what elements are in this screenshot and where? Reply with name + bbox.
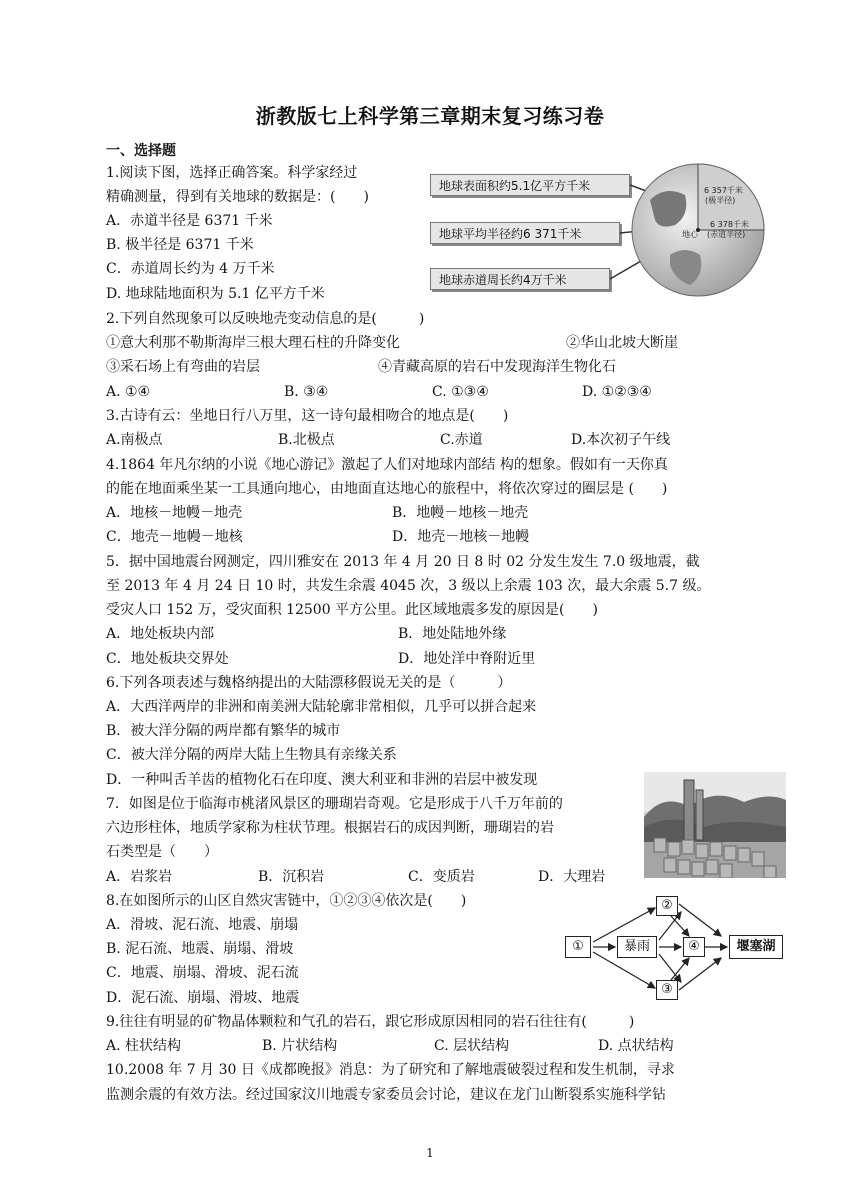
question-3-option-d: D.本次初子午线 [571, 432, 671, 448]
question-2-item-4: ④青藏高原的岩石中发现海洋生物化石 [378, 359, 616, 375]
question-7-line-3: 石类型是（ ） [106, 844, 218, 860]
equatorial-radius-label: 6 378千米 [710, 220, 749, 229]
question-8-option-d: D．泥石流、崩塌、滑坡、地震 [106, 990, 300, 1006]
question-5-line-2: 至 2013 年 4 月 24 日 10 时，共发生余震 4045 次，3 级以上余震 103 次，最大余震 5.7 级。 [106, 578, 711, 594]
question-8-option-a: A．滑坡、泥石流、地震、崩塌 [106, 917, 299, 933]
section-heading: 一、选择题 [106, 143, 176, 159]
question-8-stem: 8.在如图所示的山区自然灾害链中，①②③④依次是( ) [106, 893, 467, 909]
page-number: 1 [426, 1146, 434, 1160]
question-7-option-c: C．变质岩 [408, 869, 475, 885]
callout-mean-radius: 地球平均半径约6 371千米 [430, 222, 620, 244]
question-6-stem: 6.下列各项表述与魏格纳提出的大陆漂移假说无关的是（ ） [106, 675, 512, 691]
polar-radius-label: 6 357千米 [704, 186, 743, 195]
polar-radius-caption: (极半径) [705, 196, 736, 205]
question-9-option-d: D. 点状结构 [598, 1038, 674, 1054]
chain-node-1: ① [565, 936, 591, 958]
question-2-item-1: ①意大利那不勒斯海岸三根大理石柱的升降变化 [106, 335, 400, 351]
question-4-option-c: C．地壳－地幔－地核 [106, 529, 243, 545]
question-3-option-b: B.北极点 [278, 432, 335, 448]
question-8-option-b: B. 泥石流、地震、崩塌、滑坡 [106, 941, 294, 957]
columnar-basalt-photo [644, 772, 786, 878]
question-7-option-b: B．沉积岩 [258, 869, 325, 885]
question-2-option-a: A. ①④ [106, 384, 151, 400]
question-2-option-d: D. ①②③④ [582, 384, 652, 400]
question-7-line-1: 7．如图是位于临海市桃渚风景区的珊瑚岩奇观。它是形成于八千万年前的 [106, 796, 563, 812]
question-5-option-b: B．地处陆地外缘 [398, 626, 507, 642]
question-1-line-2: 精确测量，得到有关地球的数据是：( ) [106, 189, 369, 205]
question-1-option-c: C．赤道周长约为 4 万千米 [106, 261, 275, 277]
question-5-option-c: C．地处板块交界处 [106, 651, 229, 667]
question-4-option-a: A．地核－地幔－地壳 [106, 505, 243, 521]
disaster-chain-diagram [563, 890, 783, 1005]
question-1-option-d: D. 地球陆地面积为 5.1 亿平方千米 [106, 286, 325, 302]
question-4-option-b: B．地幔－地核－地壳 [392, 505, 529, 521]
question-2-stem: 2.下列自然现象可以反映地壳变动信息的是( ) [106, 311, 425, 327]
question-2-option-c: C. ①③④ [432, 384, 489, 400]
question-4-option-d: D．地壳－地核－地幔 [392, 529, 530, 545]
question-5-line-1: 5．据中国地震台网测定，四川雅安在 2013 年 4 月 20 日 8 时 02 分发生发生 7.0 级地震，截 [106, 554, 700, 570]
chain-node-rainstorm: 暴雨 [617, 936, 657, 958]
question-5-option-d: D．地处洋中脊附近里 [398, 651, 536, 667]
question-1-option-b: B. 极半径是 6371 千米 [106, 237, 254, 253]
chain-node-2: ② [656, 896, 678, 916]
question-8-option-c: C．地震、崩塌、滑坡、泥石流 [106, 965, 299, 981]
question-9-option-a: A. 柱状结构 [106, 1038, 182, 1054]
question-10-line-1: 10.2008 年 7 月 30 日《成都晚报》消息：为了研究和了解地震破裂过程和发生机制，寻求 [106, 1062, 675, 1078]
question-2-option-b: B. ③④ [284, 384, 329, 400]
question-9-stem: 9.往往有明显的矿物晶体颗粒和气孔的岩石，跟它形成原因相同的岩石往往有( ) [106, 1014, 635, 1030]
question-1-line-1: 1.阅读下图，选择正确答案。科学家经过 [106, 165, 358, 181]
question-10-line-2: 监测余震的有效方法。经过国家汶川地震专家委员会讨论，建议在龙门山断裂系实施科学钻 [106, 1087, 666, 1103]
question-1-option-a: A．赤道半径是 6371 千米 [106, 213, 273, 229]
question-7-line-2: 六边形柱体，地质学家称为柱状节理。根据岩石的成因判断，珊瑚岩的岩 [106, 820, 554, 836]
question-9-option-b: B. 片状结构 [262, 1038, 338, 1054]
question-3-option-c: C.赤道 [440, 432, 483, 448]
question-4-line-1: 4.1864 年凡尔纳的小说《地心游记》激起了人们对地球内部结 构的想象。假如有一天你真 [106, 457, 668, 473]
question-5-option-a: A．地处板块内部 [106, 626, 215, 642]
chain-node-3: ③ [656, 980, 678, 1000]
question-9-option-c: C. 层状结构 [434, 1038, 510, 1054]
question-6-option-b: B．被大洋分隔的两岸都有繁华的城市 [106, 723, 341, 739]
chain-node-barrier-lake: 堰塞湖 [729, 935, 783, 959]
question-7-option-d: D．大理岩 [538, 869, 606, 885]
question-6-option-d: D．一种叫舌羊齿的植物化石在印度、澳大利亚和非洲的岩层中被发现 [106, 772, 538, 788]
question-6-option-a: A．大西洋两岸的非洲和南美洲大陆轮廓非常相似，几乎可以拼合起来 [106, 699, 537, 715]
question-2-item-2: ②华山北坡大断崖 [566, 335, 678, 351]
question-3-stem: 3.古诗有云：坐地日行八万里，这一诗句最相吻合的地点是( ) [106, 408, 509, 424]
question-6-option-c: C．被大洋分隔的两岸大陆上生物具有亲缘关系 [106, 747, 397, 763]
chain-node-4: ④ [683, 937, 705, 957]
question-7-option-a: A．岩浆岩 [106, 869, 173, 885]
earth-center-label: 地心 [682, 230, 698, 239]
question-4-line-2: 的能在地面乘坐某一工具通向地心，由地面直达地心的旅程中，将依次穿过的圈层是 ( ) [106, 481, 668, 497]
earth-data-figure [420, 158, 760, 303]
equatorial-radius-caption: (赤道半径) [707, 230, 746, 239]
question-3-option-a: A.南极点 [106, 432, 163, 448]
question-2-item-3: ③采石场上有弯曲的岩层 [106, 359, 260, 375]
page-title: 浙教版七上科学第三章期末复习练习卷 [255, 104, 605, 128]
callout-surface-area: 地球表面积约5.1亿平方千米 [430, 174, 630, 196]
question-5-line-3: 受灾人口 152 万，受灾面积 12500 平方公里。此区域地震多发的原因是( ) [106, 602, 598, 618]
callout-equator-circumference: 地球赤道周长约4万千米 [430, 268, 610, 290]
